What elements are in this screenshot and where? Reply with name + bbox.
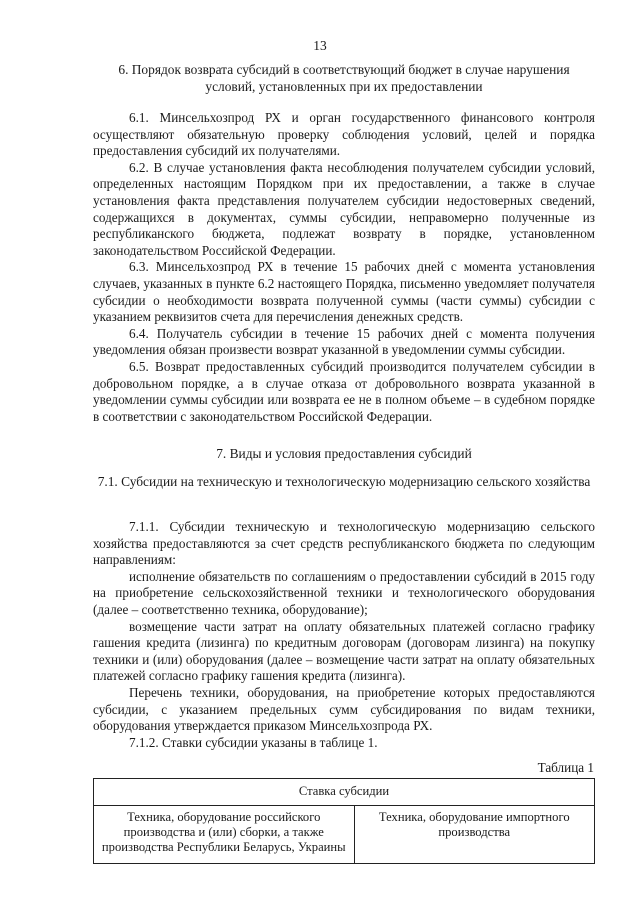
paragraph-7-1-1: 7.1.1. Субсидии техническую и технологическую модернизацию сельского хозяйства предоставляются за счет средств республиканского бюджета по следующим направлениям: [93,519,595,568]
paragraph-6-4: 6.4. Получатель субсидии в течение 15 рабочих дней с момента получения уведомления обязан произвести возврат указанной в уведомлении суммы субсидии. [93,325,595,358]
paragraph-6-1: 6.1. Минсельхозпрод РХ и орган государственного финансового контроля осуществляют обязательную проверку соблюдения условий, целей и порядка предоставления субсидий их получателями. [93,110,595,159]
page-number: 13 [313,38,327,53]
subsection-7-1-heading: 7.1. Субсидии на техническую и технологическую модернизацию сельского хозяйства [97,474,591,489]
subsidy-rate-table [93,778,595,864]
table-header-row [94,779,595,806]
section-7-heading: 7. Виды и условия предоставления субсидий [216,446,472,461]
table-cell-domestic: Техника, оборудование российского производства и (или) сборки, а также производства Республики Беларусь, Украины [94,806,355,864]
table-label: Таблица 1 [537,760,594,775]
paragraph-6-5: 6.5. Возврат предоставленных субсидий производится получателем субсидии в добровольном порядке, а в случае отказа от добровольного возврата указанной в уведомлении суммы субсидии или возврата ее не в полном объеме – в судебном порядке в соответствии с законодательством Российской Федерации. [93,358,595,424]
section-6-body [93,110,595,425]
paragraph-direction-1: исполнение обязательств по соглашениям о предоставлении субсидий в 2015 году на приобретение сельскохозяйственной техники и технологического оборудования (далее – соответственно техника, оборудование); [93,568,595,617]
paragraph-7-1-2: 7.1.2. Ставки субсидии указаны в таблице 1. [129,734,378,750]
section-6-heading: 6. Порядок возврата субсидий в соответствующий бюджет в случае нарушения условий, установленных при их предоставлении [118,62,570,94]
table-cell-imported: Техника, оборудование импортного производства [354,806,594,864]
paragraph-direction-2: возмещение части затрат на оплату обязательных платежей согласно графику гашения кредита (лизинга) по кредитным договорам (договорам лизинга) на покупку техники и (или) оборудования (далее – возмещение части затрат на оплату обязательных платежей согласно графику гашения кредита (лизинга). [93,618,595,684]
table-header-cell: Ставка субсидии [94,779,595,806]
table-row [94,806,595,864]
paragraph-6-2: 6.2. В случае установления факта несоблюдения получателем субсидии условий, определенных настоящим Порядком при их предоставлении, а также в случае установления факта представления получателем субсидии недостоверных сведений, содержащихся в документах, суммы субсидии, неправомерно полученные из республиканского бюджета, подлежат возврату в порядке, установленном законодательством Российской Федерации. [93,159,595,258]
paragraph-6-3: 6.3. Минсельхозпрод РХ в течение 15 рабочих дней с момента установления случаев, указанных в пункте 6.2 настоящего Порядка, письменно уведомляет получателя субсидии о необходимости возврата полученной суммы (части суммы) субсидии с указанием реквизитов счета для перечисления денежных средств. [93,259,595,325]
section-7-body [93,519,595,751]
paragraph-equipment-list: Перечень техники, оборудования, на приобретение которых предоставляются субсидии, с указанием предельных сумм субсидирования по видам техники, оборудования утверждается приказом Минсельхозпрода РХ. [93,684,595,734]
